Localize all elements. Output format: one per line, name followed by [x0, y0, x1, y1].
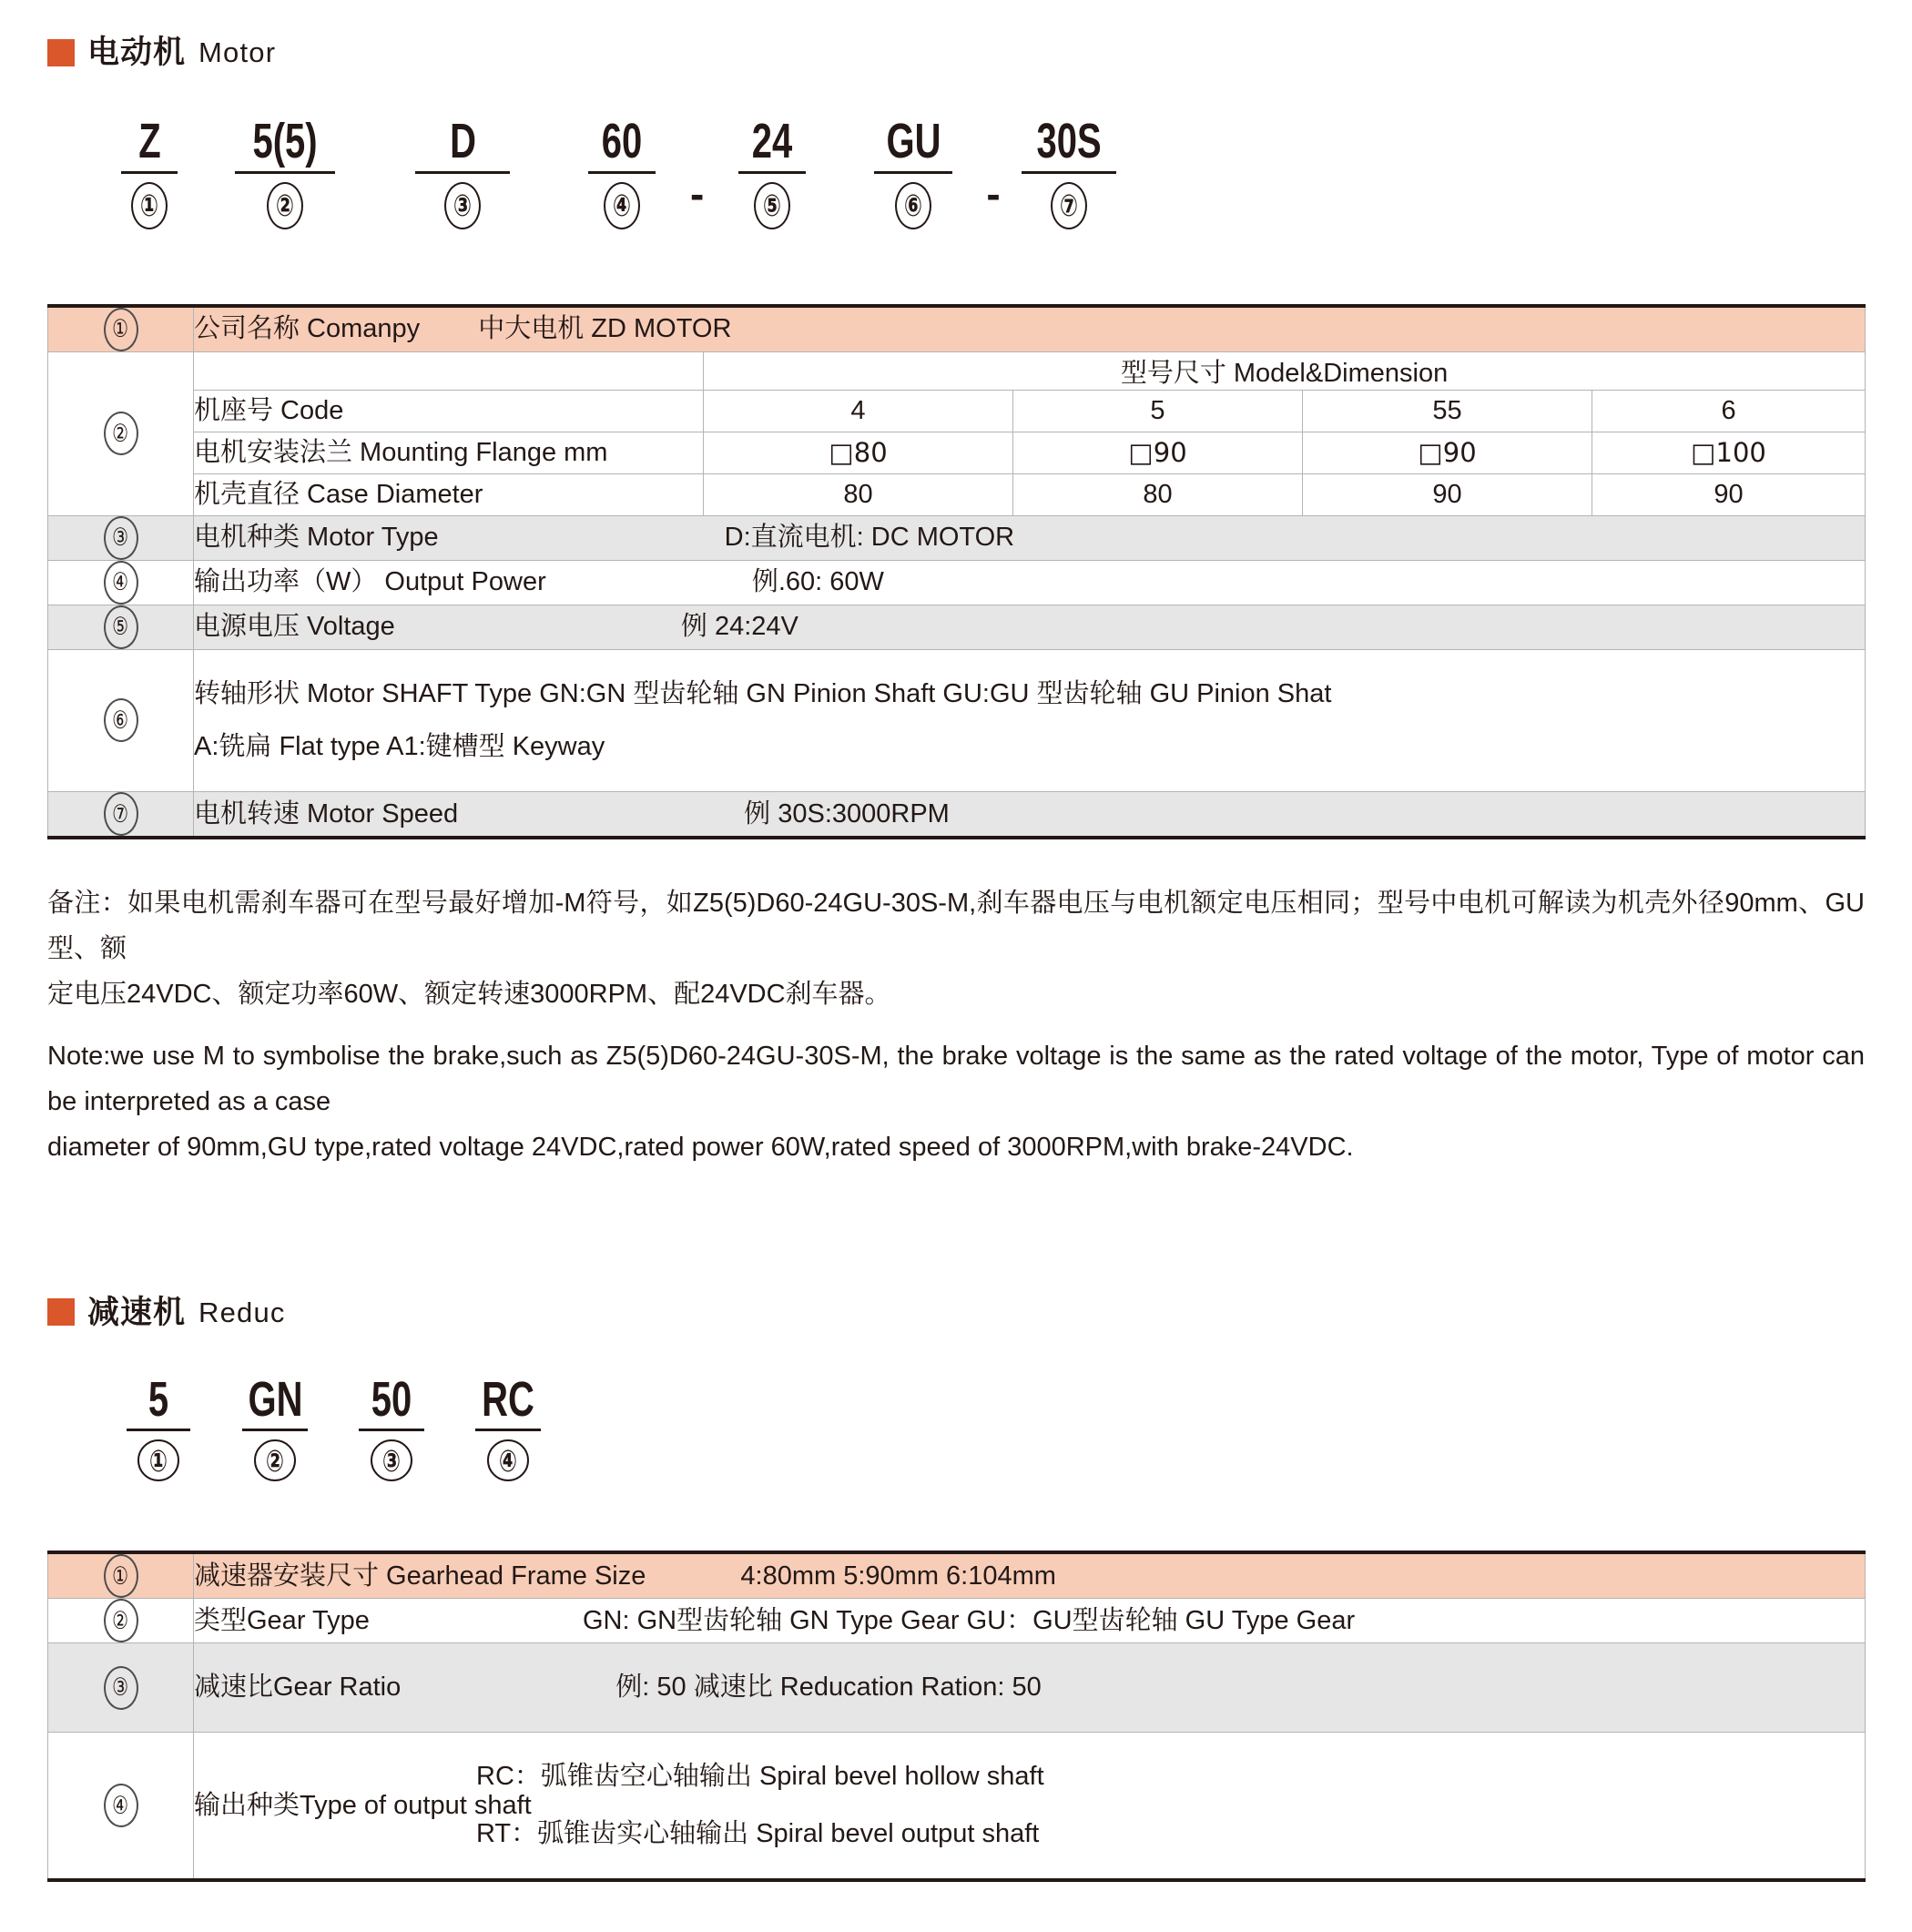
- reducer-code-index-2: ②: [254, 1439, 296, 1481]
- reducer-code-rule-4: [475, 1429, 541, 1431]
- reducer-code-segment-1: [100, 1371, 217, 1482]
- reducer-code-text-3: 50: [371, 1371, 412, 1427]
- index-badge: ③: [104, 516, 138, 560]
- code-segment-7: [1001, 116, 1137, 229]
- reducer-row-content-output-shaft: [194, 1733, 1866, 1880]
- code-text-1: Z: [137, 114, 161, 168]
- code-text-7: 30S: [1036, 114, 1102, 168]
- table-row: [48, 792, 1866, 839]
- motor-heading-cn: 电动机: [87, 35, 187, 70]
- shaft-type-line-2: A:铣扁 Flat type A1:键槽型 Keyway: [194, 732, 605, 762]
- code-text-2: 5(5): [252, 114, 318, 168]
- row-label: 输出种类Type of output shaft: [194, 1790, 532, 1820]
- table-row: [48, 1552, 1866, 1599]
- index-badge: ⑦: [104, 792, 138, 836]
- motor-section-heading: [47, 36, 1865, 68]
- reducer-row-index-2: [48, 1599, 194, 1643]
- reducer-code-text-2: GN: [248, 1371, 302, 1427]
- index-badge: ③: [104, 1666, 138, 1710]
- orange-square-icon: [47, 1298, 75, 1326]
- row-content-motor-speed: [194, 792, 1866, 839]
- code-index-6: ⑥: [895, 182, 931, 229]
- table-row: [48, 649, 1866, 792]
- reducer-code-text-1: 5: [147, 1371, 169, 1427]
- code-rule-3: [415, 171, 510, 174]
- row-label: 电源电压 Voltage: [194, 612, 395, 642]
- flange-value-4: □100: [1592, 432, 1866, 473]
- reducer-row-content-gear-type: [194, 1599, 1866, 1643]
- row-label: 公司名称 Comanpy: [194, 314, 421, 344]
- row-label: 减速比Gear Ratio: [194, 1673, 402, 1703]
- index-badge: ①: [104, 308, 138, 351]
- code-rule-5: [738, 171, 806, 174]
- index-badge: ②: [104, 412, 138, 455]
- index-badge: ①: [104, 1554, 138, 1598]
- code-segment-2: [198, 116, 371, 229]
- row-label-code: 机座号 Code: [194, 390, 704, 432]
- row-label: 类型Gear Type: [194, 1605, 370, 1635]
- code-segment-1: [100, 116, 198, 229]
- motor-spec-table: [47, 304, 1866, 840]
- row-content-motor-type: [194, 515, 1866, 560]
- note-cn-line-2: 定电压24VDC、额定功率60W、额定转速3000RPM、配24VDC刹车器。: [47, 980, 891, 1010]
- row-label: 电机转速 Motor Speed: [194, 798, 459, 829]
- code-value-6: 6: [1592, 390, 1866, 432]
- row-label: 减速器安装尺寸 Gearhead Frame Size: [194, 1561, 646, 1591]
- note-cn-line-1: 备注：如果电机需刹车器可在型号最好增加-M符号，如Z5(5)D60-24GU-30S-M,刹车器电压与电机额定电压相同；型号中电机可解读为机壳外径90mm、GU型、额: [47, 889, 1865, 964]
- row-value: 中大电机 ZD MOTOR: [478, 314, 732, 344]
- code-index-7: ⑦: [1051, 182, 1087, 229]
- index-badge: ⑤: [104, 605, 138, 649]
- row-label-case: 机壳直径 Case Diameter: [194, 473, 704, 515]
- table-row: [48, 473, 1866, 515]
- reducer-spec-table: [47, 1551, 1866, 1882]
- reducer-row-index-4: [48, 1733, 194, 1880]
- code-rule-2: [235, 171, 335, 174]
- code-index-4: ④: [604, 182, 640, 229]
- reducer-code-text-4: RC: [482, 1371, 534, 1427]
- row-value: 例 30S:3000RPM: [744, 798, 950, 829]
- code-segment-3: [371, 116, 554, 229]
- row-content-output-power: [194, 560, 1866, 605]
- table-row: [48, 432, 1866, 473]
- code-segment-4: [554, 116, 690, 229]
- index-badge: ④: [104, 1784, 138, 1827]
- dimension-header-blank: [194, 351, 704, 390]
- row-index-cell-1: [48, 306, 194, 352]
- motor-model-code-diagram: [100, 116, 1865, 229]
- row-value: D:直流电机: DC MOTOR: [724, 523, 1015, 553]
- shaft-type-line-1: 转轴形状 Motor SHAFT Type GN:GN 型齿轮轴 GN Pinion Shaft GU:GU 型齿轮轴 GU Pinion Shat: [194, 678, 1332, 708]
- table-row: [48, 351, 1866, 390]
- flange-value-2: □90: [1013, 432, 1303, 473]
- table-row: [48, 1599, 1866, 1643]
- code-rule-6: [874, 171, 952, 174]
- row-label-flange: 电机安装法兰 Mounting Flange mm: [194, 432, 704, 473]
- code-index-3: ③: [444, 182, 481, 229]
- table-row: [48, 1643, 1866, 1733]
- row-value: 例 24:24V: [680, 612, 798, 642]
- motor-notes: [47, 881, 1865, 1170]
- row-index-cell-7: [48, 792, 194, 839]
- reducer-model-code-diagram: [100, 1371, 1865, 1482]
- reducer-code-rule-1: [127, 1429, 190, 1431]
- row-index-cell-3: [48, 515, 194, 560]
- code-text-6: GU: [886, 114, 941, 168]
- orange-square-icon: [47, 39, 75, 66]
- case-value-3: 90: [1303, 473, 1592, 515]
- code-rule-4: [588, 171, 656, 174]
- reducer-section-heading: [47, 1296, 1865, 1328]
- code-text-4: 60: [601, 114, 643, 168]
- reducer-row-content-gear-ratio: [194, 1643, 1866, 1733]
- table-row: [48, 306, 1866, 352]
- row-value: 例.60: 60W: [751, 567, 884, 597]
- table-row: [48, 390, 1866, 432]
- reducer-code-segment-3: [333, 1371, 450, 1482]
- code-segment-6: [840, 116, 986, 229]
- index-badge: ④: [104, 561, 138, 605]
- flange-value-3: □90: [1303, 432, 1592, 473]
- row-label: 电机种类 Motor Type: [194, 523, 439, 553]
- code-separator-1: -: [690, 169, 705, 218]
- code-value-4: 4: [704, 390, 1013, 432]
- note-en-line-1: Note:we use M to symbolise the brake,such as Z5(5)D60-24GU-30S-M, the brake voltage is the same as the rated voltage of the motor, Type of motor can be interpreted as a case: [47, 1042, 1865, 1116]
- code-value-5: 5: [1013, 390, 1303, 432]
- reducer-code-rule-3: [359, 1429, 424, 1431]
- reducer-row-index-3: [48, 1643, 194, 1733]
- code-rule-7: [1022, 171, 1116, 174]
- row-index-cell-5: [48, 605, 194, 649]
- code-index-5: ⑤: [754, 182, 790, 229]
- index-badge: ②: [104, 1599, 138, 1642]
- row-index-cell-6: [48, 649, 194, 792]
- reducer-row-index-1: [48, 1552, 194, 1599]
- reducer-code-rule-2: [242, 1429, 308, 1431]
- row-index-cell-4: [48, 560, 194, 605]
- case-value-1: 80: [704, 473, 1013, 515]
- table-row: [48, 1733, 1866, 1880]
- code-rule-1: [121, 171, 178, 174]
- document-page: [0, 36, 1912, 1932]
- row-index-cell-2: [48, 351, 194, 515]
- table-row: [48, 560, 1866, 605]
- reducer-code-index-4: ④: [487, 1439, 529, 1481]
- reducer-code-index-1: ①: [137, 1439, 179, 1481]
- output-shaft-line-1: RC：弧锥齿空心轴输出 Spiral bevel hollow shaft: [476, 1762, 1044, 1792]
- code-separator-2: -: [986, 169, 1001, 218]
- dimension-header: 型号尺寸 Model&Dimension: [704, 351, 1866, 390]
- reducer-code-segment-4: [450, 1371, 566, 1482]
- output-shaft-line-2: RT：弧锥齿实心轴输出 Spiral bevel output shaft: [476, 1819, 1040, 1849]
- case-value-4: 90: [1592, 473, 1866, 515]
- code-index-1: ①: [131, 182, 168, 229]
- index-badge: ⑥: [104, 698, 138, 742]
- row-label: 输出功率（W） Output Power: [194, 567, 546, 597]
- reducer-heading-cn: 减速机: [87, 1294, 187, 1330]
- row-content-shaft-type: [194, 649, 1866, 792]
- reducer-code-segment-2: [217, 1371, 333, 1482]
- reducer-code-index-3: ③: [371, 1439, 412, 1481]
- code-value-55: 55: [1303, 390, 1592, 432]
- table-row: [48, 515, 1866, 560]
- row-value: 例: 50 减速比 Reducation Ration: 50: [615, 1673, 1042, 1703]
- table-row: [48, 605, 1866, 649]
- reducer-heading-en: Reduc: [198, 1296, 286, 1328]
- row-content-company: [194, 306, 1866, 352]
- reducer-row-content-frame-size: [194, 1552, 1866, 1599]
- flange-value-1: □80: [704, 432, 1013, 473]
- code-text-5: 24: [752, 114, 793, 168]
- case-value-2: 80: [1013, 473, 1303, 515]
- code-segment-5: [704, 116, 840, 229]
- row-value: GN: GN型齿轮轴 GN Type Gear GU：GU型齿轮轴 GU Type Gear: [582, 1605, 1356, 1635]
- row-value-block: [476, 1756, 1044, 1855]
- motor-heading-en: Motor: [198, 36, 277, 68]
- code-text-3: D: [449, 114, 476, 168]
- row-content-voltage: [194, 605, 1866, 649]
- code-index-2: ②: [267, 182, 303, 229]
- row-value: 4:80mm 5:90mm 6:104mm: [740, 1561, 1056, 1591]
- note-en-line-2: diameter of 90mm,GU type,rated voltage 24VDC,rated power 60W,rated speed of 3000RPM,with brake-24VDC.: [47, 1132, 1354, 1162]
